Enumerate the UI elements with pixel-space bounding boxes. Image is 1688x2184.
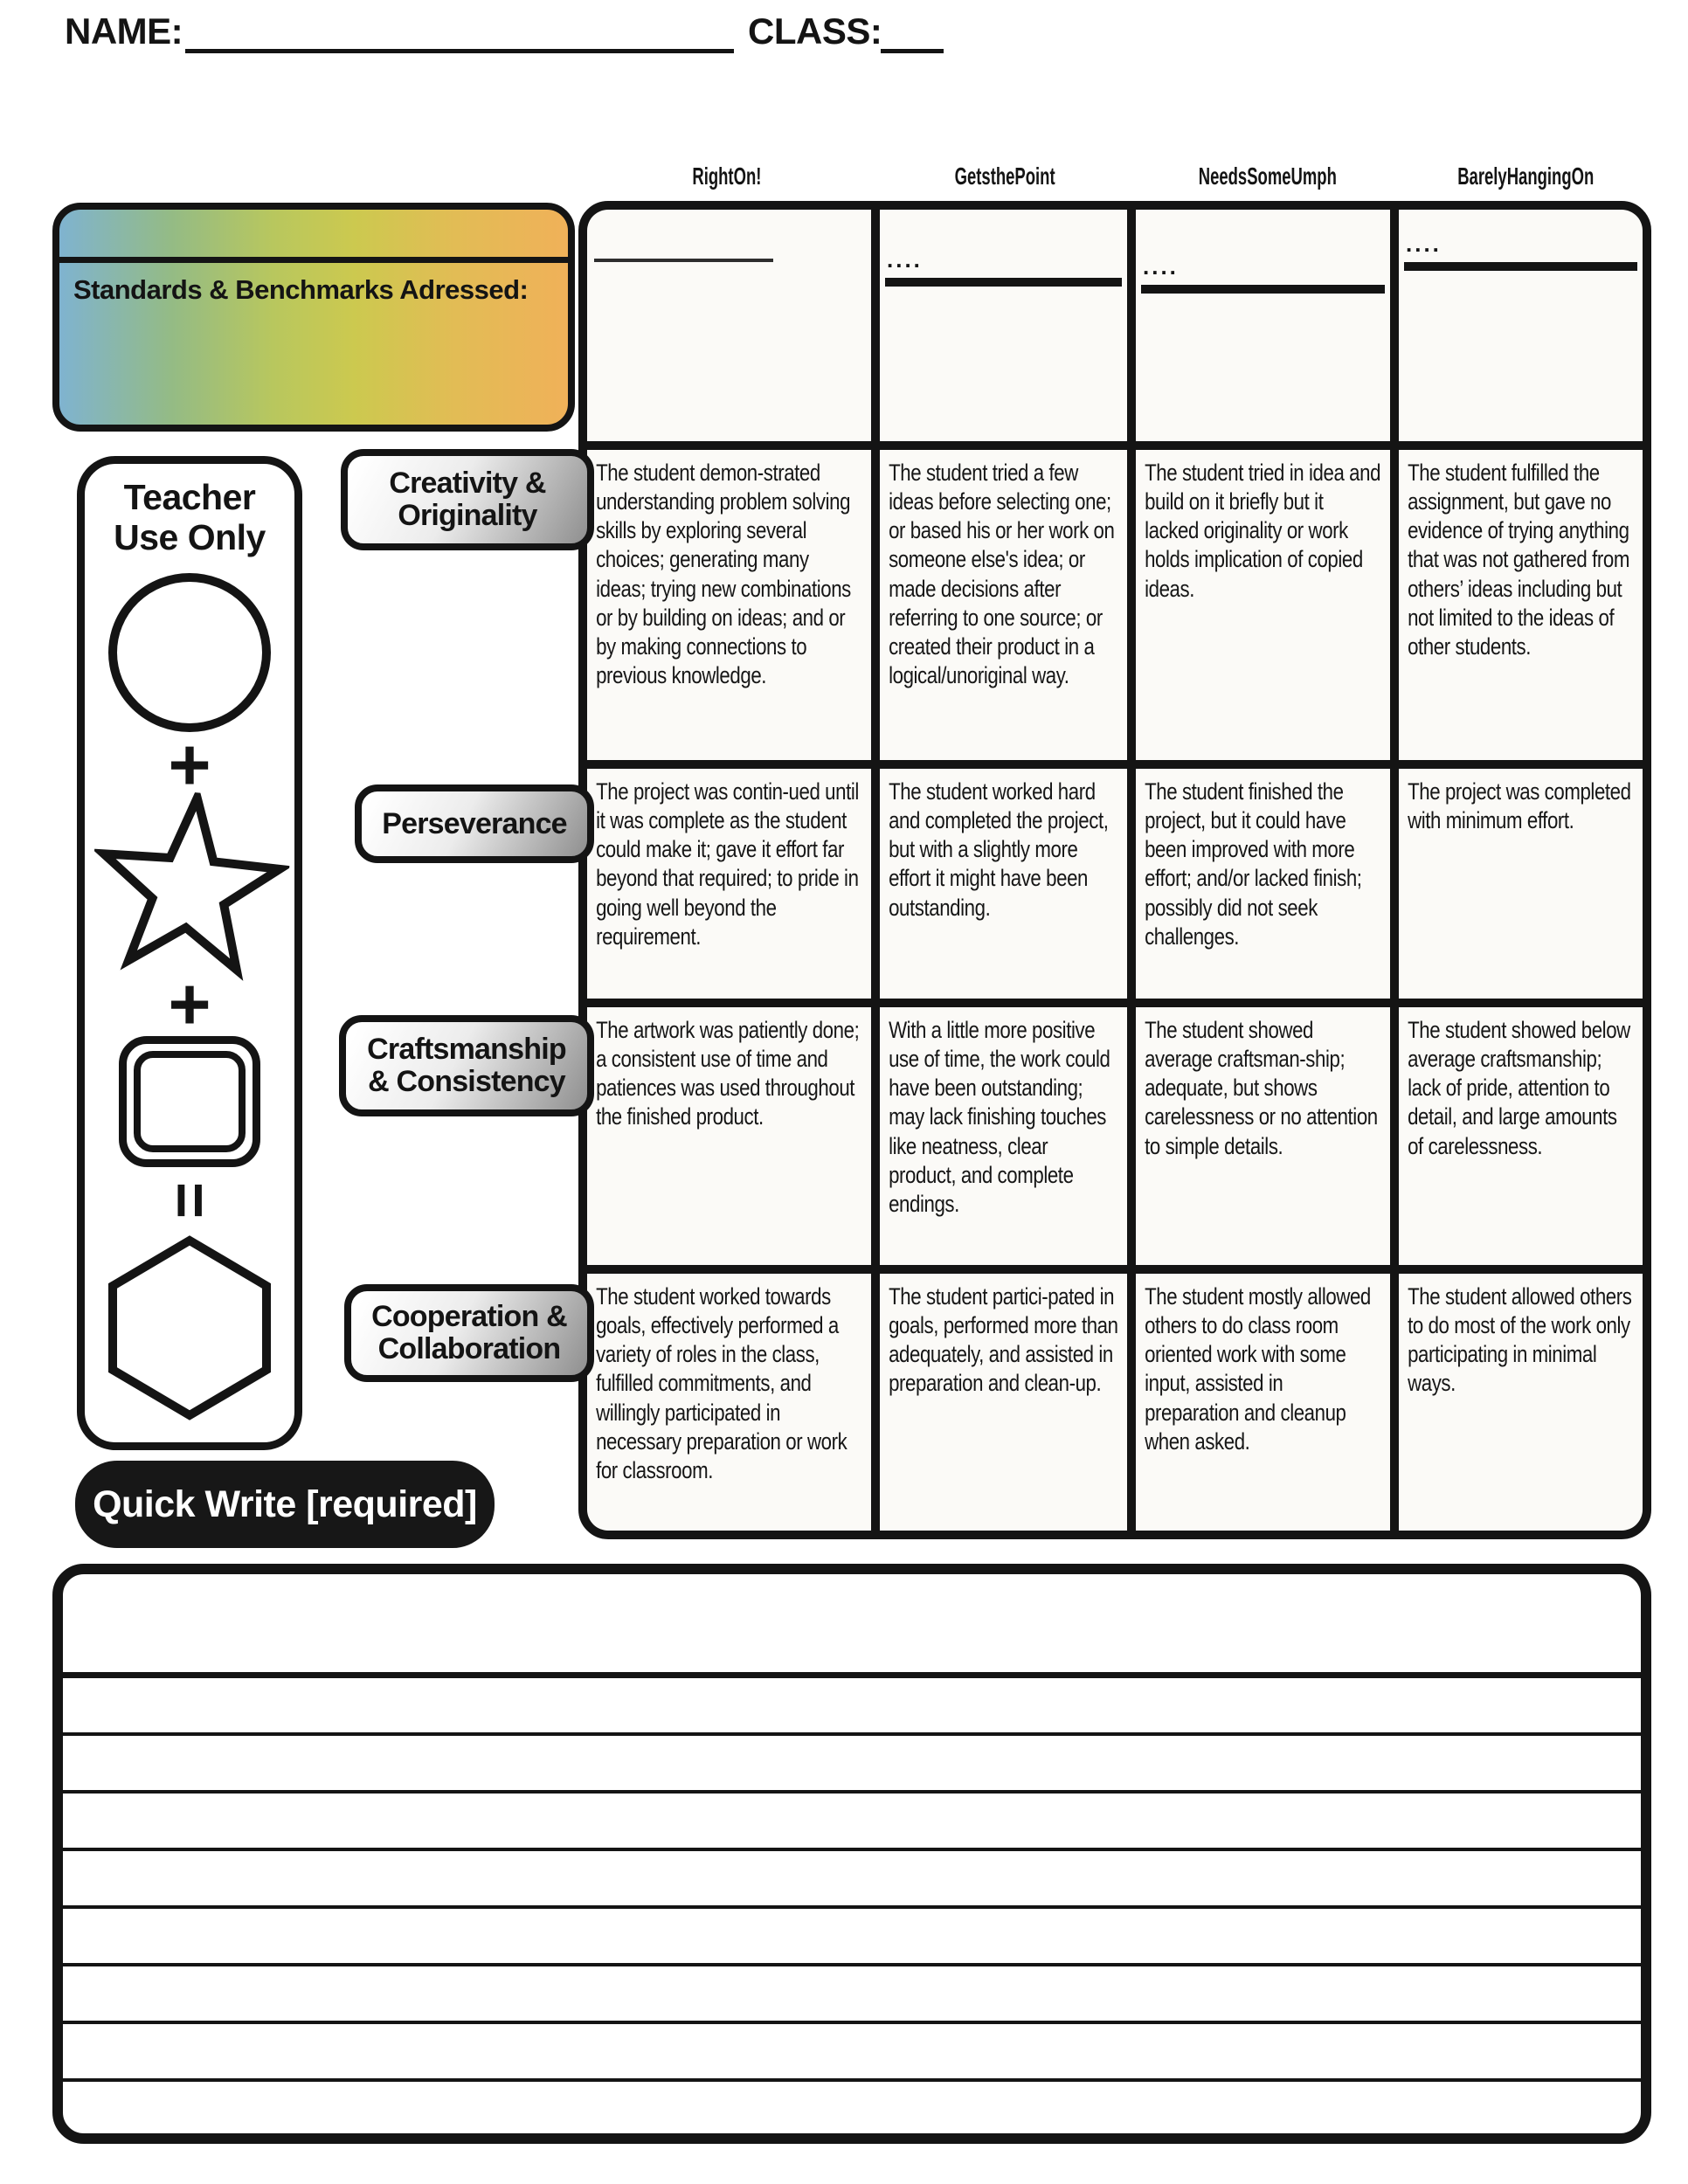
rubric-cell-text: The student finished the project, but it could have been improved with more effort; and/or lacked finish; possibly did not seek challenges. bbox=[1145, 778, 1362, 950]
score-fill-line[interactable] bbox=[594, 259, 773, 262]
column-header-label: NeedsSomeUmph bbox=[1198, 162, 1338, 190]
dots-placeholder: .... bbox=[1143, 253, 1179, 280]
star-icon bbox=[84, 784, 295, 986]
rubric-cell-text: The student showed below average craftsmanship; lack of pride, attention to detail, and large amounts of carelessness. bbox=[1408, 1017, 1630, 1159]
rubric-cell bbox=[587, 1274, 871, 1531]
score-cell-gets-the-point[interactable] bbox=[880, 210, 1127, 441]
plus-icon: + bbox=[168, 722, 211, 805]
score-cell-right-on[interactable] bbox=[587, 210, 871, 441]
ruled-line bbox=[63, 1678, 1641, 1736]
column-header-label: GetsthePoint bbox=[954, 162, 1055, 190]
rubric-cell bbox=[587, 450, 871, 760]
criterion-label-cooperation-collaboration bbox=[344, 1284, 594, 1382]
plus-icon: + bbox=[168, 963, 211, 1046]
rubric-cell bbox=[1136, 450, 1390, 760]
rubric-cell bbox=[587, 1007, 871, 1265]
rubric-cell-text: The student worked hard and completed the project, but with a slightly more effort it might have been outstanding. bbox=[889, 778, 1109, 921]
rubric-cell bbox=[1136, 769, 1390, 999]
rubric-cell bbox=[880, 769, 1127, 999]
rubric-cell bbox=[1399, 769, 1643, 999]
rubric-cell bbox=[1136, 1274, 1390, 1531]
class-fill-line[interactable] bbox=[881, 49, 944, 53]
column-header-gets-the-point bbox=[874, 162, 1136, 190]
rubric-cell bbox=[1399, 1274, 1643, 1531]
rubric-cell bbox=[880, 1274, 1127, 1531]
rubric-cell bbox=[880, 450, 1127, 760]
teacher-use-only-panel bbox=[77, 456, 302, 1450]
rubric-cell bbox=[1399, 450, 1643, 760]
class-label: CLASS: bbox=[748, 10, 882, 52]
rubric-cell-text: With a little more positive use of time, the work could have been outstanding; may lack finishing touches like neatness, clear product, and complete endings. bbox=[889, 1017, 1110, 1217]
circle-icon bbox=[104, 567, 275, 738]
rubric-cell bbox=[587, 769, 871, 999]
rounded-square-inner bbox=[134, 1051, 246, 1152]
ruled-line bbox=[63, 1851, 1641, 1909]
column-header-label: RightOn! bbox=[692, 162, 762, 190]
criterion-label-text: Perseverance bbox=[382, 806, 567, 840]
score-fill-bar[interactable] bbox=[1141, 285, 1385, 294]
rubric-cell-text: The student tried a few ideas before selecting one; or based his or her work on someone else's idea; or made decisions after referring to one source; or created their product in a logical/unoriginal way. bbox=[889, 460, 1115, 688]
score-fill-bar[interactable] bbox=[885, 278, 1122, 287]
ruled-line bbox=[63, 1909, 1641, 1966]
column-header-right-on bbox=[596, 162, 858, 190]
rubric-cell bbox=[880, 1007, 1127, 1265]
criterion-label-text: Craftsmanship & Consistency bbox=[367, 1033, 566, 1098]
rubric-cell bbox=[1136, 1007, 1390, 1265]
rubric-cell-text: The student demon-strated understanding problem solving skills by exploring several choices; generating many ideas; trying new combinations or by building on ideas; and or by making connections to previous knowledge. bbox=[596, 460, 851, 688]
column-header-needs-some-umph bbox=[1137, 162, 1399, 190]
column-header-barely-hanging-on bbox=[1394, 162, 1657, 190]
criterion-label-text: Creativity & Originality bbox=[389, 467, 546, 532]
rubric-cell-text: The artwork was patiently done; a consistent use of time and patiences was used throughout the finished product. bbox=[596, 1017, 860, 1130]
equals-icon: = bbox=[154, 1181, 225, 1219]
standards-box-divider bbox=[59, 257, 568, 263]
rubric-cell-text: The student mostly allowed others to do class room oriented work with some input, assisted in preparation and cleanup when asked. bbox=[1145, 1283, 1371, 1455]
rounded-square-icon bbox=[119, 1036, 260, 1167]
column-header-label: BarelyHangingOn bbox=[1456, 162, 1595, 190]
criterion-label-text: Cooperation & Collaboration bbox=[371, 1300, 567, 1365]
ruled-line bbox=[63, 1574, 1641, 1678]
rubric-cell-text: The student fulfilled the assignment, but gave no evidence of trying anything that was not gathered from others’ ideas including but not limited to the ideas of other students. bbox=[1408, 460, 1629, 660]
score-cell-barely-hanging-on[interactable] bbox=[1399, 210, 1643, 441]
score-fill-bar[interactable] bbox=[1404, 262, 1637, 271]
rubric-grid bbox=[578, 201, 1651, 1539]
score-cell-needs-some-umph[interactable] bbox=[1136, 210, 1390, 441]
rubric-cell-text: The student worked towards goals, effectively performed a variety of roles in the class, fulfilled commitments, and willingly participated in necessary preparation or work for classroom. bbox=[596, 1283, 847, 1483]
hexagon-icon bbox=[107, 1235, 272, 1420]
dots-placeholder: .... bbox=[1406, 231, 1442, 257]
quick-write-area[interactable] bbox=[52, 1564, 1651, 2144]
dots-placeholder: .... bbox=[887, 246, 923, 273]
name-label: NAME: bbox=[65, 10, 183, 52]
quick-write-label: Quick Write [required] bbox=[93, 1482, 477, 1525]
teacher-use-only-title: Teacher Use Only bbox=[114, 477, 266, 557]
standards-benchmarks-box[interactable] bbox=[52, 203, 575, 432]
criterion-label-creativity-originality bbox=[341, 449, 594, 550]
rubric-cell-text: The student allowed others to do most of the work only participating in minimal ways. bbox=[1408, 1283, 1632, 1397]
rubric-cell-text: The project was completed with minimum effort. bbox=[1408, 778, 1631, 834]
standards-box-label: Standards & Benchmarks Adressed: bbox=[73, 274, 529, 305]
ruled-line bbox=[63, 1794, 1641, 1851]
rubric-cell-text: The student tried in idea and build on it briefly but it lacked originality or work holds implication of copied ideas. bbox=[1145, 460, 1381, 602]
rubric-cell bbox=[1399, 1007, 1643, 1265]
rubric-cell-text: The student showed average craftsman-ship; adequate, but shows carelessness or no attention to simple details. bbox=[1145, 1017, 1378, 1159]
rubric-cell-text: The project was contin-ued until it was complete as the student could make it; gave it effort far beyond that required; to pride in going well beyond the requirement. bbox=[596, 778, 859, 950]
rubric-cell-text: The student partici-pated in goals, performed more than adequately, and assisted in preparation and clean-up. bbox=[889, 1283, 1118, 1397]
criterion-label-perseverance bbox=[355, 784, 594, 863]
ruled-line bbox=[63, 1736, 1641, 1794]
criterion-label-craftsmanship-consistency bbox=[339, 1015, 594, 1116]
quick-write-heading bbox=[75, 1461, 495, 1548]
name-fill-line[interactable] bbox=[185, 49, 734, 53]
ruled-line bbox=[63, 1966, 1641, 2024]
ruled-line bbox=[63, 2024, 1641, 2082]
